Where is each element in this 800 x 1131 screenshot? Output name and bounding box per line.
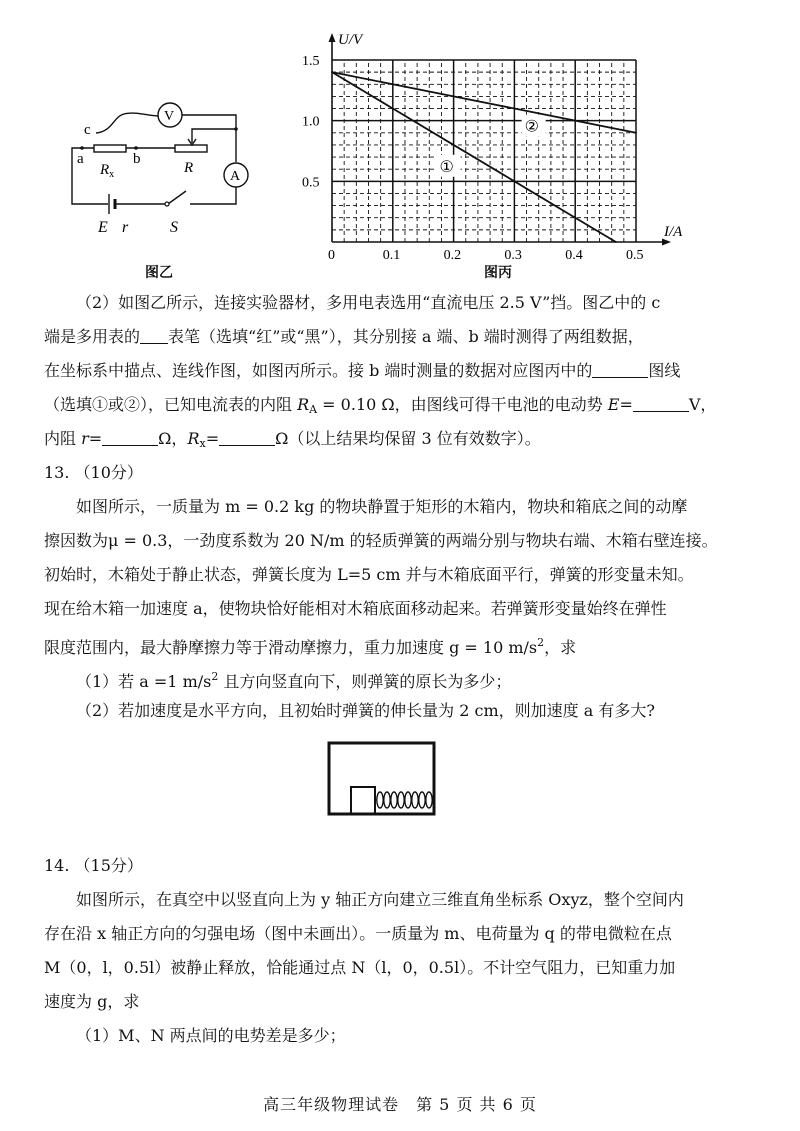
q14-heading: 14. （15分）	[44, 856, 143, 875]
q13-heading: 13. （10分）	[44, 463, 143, 482]
q13	[44, 456, 774, 728]
q14-subquestion-1: （1）M、N 两点间的电势差是多少；	[76, 1026, 346, 1045]
series-2-point	[574, 120, 576, 122]
x-tick-label: 0.2	[443, 248, 462, 260]
q14-para-line1: 如图所示，在真空中以竖直向上为 y 轴正方向建立三维直角坐标系 Oxyz，整个空间内	[76, 890, 684, 909]
voltmeter-label: V	[164, 109, 175, 124]
x-tick-label: 0.3	[504, 248, 522, 260]
series-line-2	[332, 72, 636, 133]
q13-para-line4: 现在给木箱一加速度 a，使物块恰好能相对木箱底面移动起来。若弹簧形变量始终在弹性	[44, 599, 667, 618]
series-1-point	[514, 180, 516, 182]
rx-subscript: x	[199, 437, 206, 450]
q12-line3-start: 在坐标系中描点、连线作图，如图丙所示。接 b 端时测量的数据对应图丙中的	[44, 361, 593, 380]
unit-volt: V，	[688, 395, 717, 414]
y-tick-label: 1.5	[302, 54, 320, 69]
ra-symbol: R	[297, 395, 310, 414]
q12-line2-start: 端是多用表的	[44, 327, 141, 346]
spring	[377, 792, 432, 808]
answer-blank-probe-color[interactable]	[140, 325, 168, 344]
y-axis-arrow	[329, 33, 336, 42]
circuit-diagram	[56, 86, 266, 246]
series-1-point	[392, 108, 394, 110]
q13-para-line2: 擦因数为μ = 0.3，一劲度系数为 20 N/m 的轻质弹簧的两端分别与物块右端、木箱右壁连接。	[44, 531, 718, 550]
series-2-point	[453, 96, 455, 98]
equals-sign: =	[88, 429, 103, 448]
q13-para-line1: 如图所示，一质量为 m = 0.2 kg 的物块静置于矩形的木箱内，物块和箱底之间的动摩	[76, 497, 688, 516]
x-axis-label: I/A	[664, 224, 683, 240]
rx-resistor-symbol	[94, 145, 126, 152]
q12-line5-end: Ω（以上结果均保留 3 位有效数字）。	[275, 429, 541, 448]
x-tick-label: 0.1	[382, 248, 401, 260]
c-lead-wire	[96, 113, 158, 133]
q12-line5-start: 内阻	[44, 429, 82, 448]
label-a: a	[77, 151, 84, 167]
q12-line4-start: （选填①或②），已知电流表的内阻	[44, 395, 298, 414]
rheostat-slider-wire	[192, 129, 236, 143]
q12-line1: （2）如图乙所示，连接实验器材，多用电表选用“直流电压 2.5 V”挡。图乙中的 c	[76, 293, 661, 312]
page-footer: 高三年级物理试卷 第 5 页 共 6 页	[263, 1095, 537, 1114]
series-2-point	[392, 83, 394, 85]
label-r-rheostat: R	[184, 160, 194, 176]
equals-sign: =	[205, 429, 220, 448]
x-tick-label: 0	[328, 248, 335, 260]
label-emf: E	[98, 219, 108, 236]
q14-para-line4: 速度为 g，求	[44, 992, 140, 1011]
q12-part2	[44, 286, 774, 456]
q13-para-line5: 限度范围内，最大静摩擦力等于滑动摩擦力，重力加速度 g = 10 $m/s^2$，求	[44, 636, 577, 657]
label-internal-r: r	[122, 219, 129, 236]
switch-symbol	[168, 191, 186, 204]
label-switch: S	[170, 219, 178, 236]
r-symbol: r	[81, 429, 89, 448]
q13-subquestion-2: （2）若加速度是水平方向，且初始时弹簧的伸长量为 2 cm，则加速度 a 有多大?	[76, 701, 655, 720]
graph-caption: 图丙	[484, 265, 512, 281]
label-b: b	[133, 151, 141, 167]
series-1-point	[574, 217, 576, 219]
unit-ohm: Ω，	[158, 429, 188, 448]
ra-subscript: A	[309, 403, 318, 416]
q14	[44, 849, 774, 1053]
answer-blank-internal-r[interactable]	[102, 427, 158, 446]
series-1-point	[453, 144, 455, 146]
y-axis-label: U/V	[338, 32, 363, 48]
label-c: c	[84, 122, 91, 138]
series-2-point	[635, 132, 637, 134]
x-tick-label: 0.4	[565, 248, 583, 260]
q13-para-line3: 初始时，木箱处于静止状态，弹簧长度为 L=5 cm 并与木箱底面平行，弹簧的形变量未知。	[44, 565, 694, 584]
u-i-graph	[296, 28, 696, 260]
curve-label-1: ①	[439, 158, 454, 176]
label-rx: $R_x$	[100, 162, 115, 180]
rheostat-symbol	[175, 145, 207, 152]
block	[351, 787, 375, 814]
answer-blank-curve[interactable]	[592, 359, 648, 378]
x-tick-label: 0.5	[626, 248, 644, 260]
box-spring-diagram	[326, 740, 438, 820]
q12-line4-mid: = 0.10 Ω，由图线可得干电池的电动势	[317, 395, 608, 414]
q14-para-line2: 存在沿 x 轴正方向的匀强电场（图中未画出）。一质量为 m、电荷量为 q 的带电微粒在点	[44, 924, 672, 943]
equals-sign: =	[619, 395, 633, 414]
y-tick-label: 1.0	[302, 114, 320, 130]
graph-grid	[332, 60, 636, 242]
answer-blank-rx[interactable]	[219, 427, 275, 446]
q12-line2-end: 表笔（选填“红”或“黑”），其分别接 a 端、b 端时测得了两组数据，	[168, 327, 644, 346]
y-tick-label: 0.5	[302, 175, 320, 191]
q13-subquestion-1: （1）若 a =1 $m/s^2$ 且方向竖直向下，则弹簧的原长为多少；	[76, 670, 512, 691]
curve-label-2: ②	[524, 118, 539, 136]
answer-blank-emf[interactable]	[633, 393, 689, 412]
q14-para-line3: M（0，l，0.5l）被静止释放，恰能通过点 N（l，0，0.5l）。不计空气阻力，已知重力加	[44, 958, 676, 977]
rx-symbol: R	[187, 429, 200, 448]
circuit-caption: 图乙	[145, 265, 173, 281]
emf-symbol: E	[607, 395, 620, 414]
q12-line3-end: 图线	[648, 361, 681, 380]
series-2-point	[514, 108, 516, 110]
ammeter-label: A	[230, 169, 241, 184]
